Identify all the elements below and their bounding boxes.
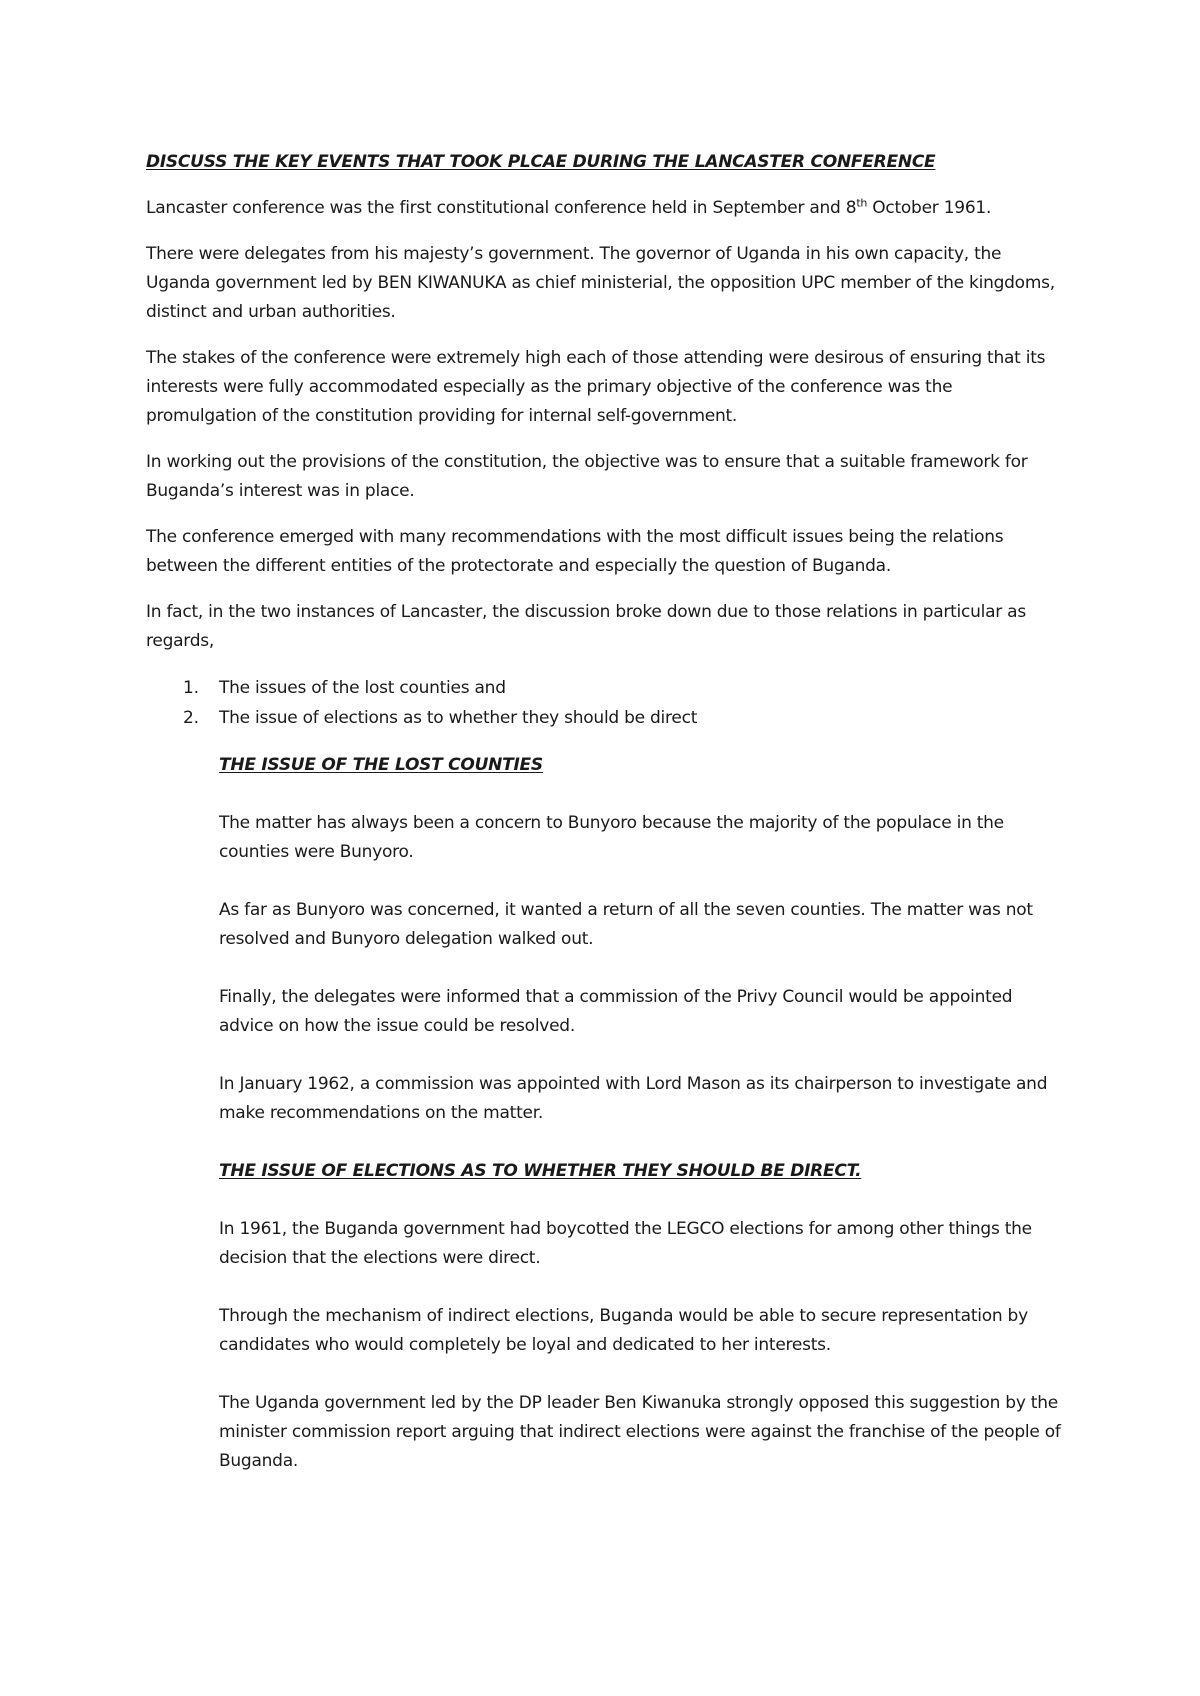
list-number: 1. xyxy=(183,678,199,698)
paragraph: There were delegates from his majesty’s government. The governor of Uganda in his own capacity, the Uganda government led by BEN KIWANUKA as chief ministerial, the opposition UPC member of the kingdoms, distinct and urban authorities. xyxy=(146,244,1055,322)
list-item-text: The issues of the lost counties and xyxy=(219,678,506,698)
paragraph: The stakes of the conference were extremely high each of those attending were desirous of ensuring that its interests were fully accommodated especially as the primary objective of the conference was the promulgation of the constitution providing for internal self-government. xyxy=(146,348,1046,426)
paragraph: In January 1962, a commission was appointed with Lord Mason as its chairperson to investigate and make recommendations on the matter. xyxy=(219,1074,1048,1123)
intro-paragraph xyxy=(146,194,1066,223)
list-item-text: The issue of elections as to whether they should be direct xyxy=(219,708,698,728)
section-lost-counties xyxy=(219,809,1066,1128)
section-elections xyxy=(219,1215,1066,1476)
document-body xyxy=(146,148,1066,1505)
intro-text: Lancaster conference was the first constitutional conference held in September and 8 xyxy=(146,198,857,218)
section-heading-lost-counties: THE ISSUE OF THE LOST COUNTIES xyxy=(219,755,543,775)
page-title: DISCUSS THE KEY EVENTS THAT TOOK PLCAE DURING THE LANCASTER CONFERENCE xyxy=(146,152,936,172)
paragraph: The conference emerged with many recommendations with the most difficult issues being the relations between the different entities of the protectorate and especially the question of Buganda. xyxy=(146,527,1004,576)
paragraph: In 1961, the Buganda government had boycotted the LEGCO elections for among other things the decision that the elections were direct. xyxy=(219,1219,1032,1268)
intro-text-end: October 1961. xyxy=(867,198,992,218)
paragraph: As far as Bunyoro was concerned, it wanted a return of all the seven counties. The matter was not resolved and Bunyoro delegation walked out. xyxy=(219,900,1033,949)
list-item xyxy=(146,703,1066,733)
ordinal-suffix: th xyxy=(856,196,868,210)
paragraph: Finally, the delegates were informed that a commission of the Privy Council would be appointed advice on how the issue could be resolved. xyxy=(219,987,1013,1036)
paragraph: The Uganda government led by the DP leader Ben Kiwanuka strongly opposed this suggestion by the minister commission report arguing that indirect elections were against the franchise of the people of Buganda. xyxy=(219,1393,1061,1471)
paragraph: In working out the provisions of the constitution, the objective was to ensure that a suitable framework for Buganda’s interest was in place. xyxy=(146,452,1028,501)
paragraph: Through the mechanism of indirect elections, Buganda would be able to secure representation by candidates who would completely be loyal and dedicated to her interests. xyxy=(219,1306,1028,1355)
paragraph: In fact, in the two instances of Lancaster, the discussion broke down due to those relations in particular as regards, xyxy=(146,602,1026,651)
section-heading-elections: THE ISSUE OF ELECTIONS AS TO WHETHER THEY SHOULD BE DIRECT. xyxy=(219,1161,862,1181)
list-item xyxy=(146,673,1066,703)
issues-list xyxy=(146,673,1066,733)
list-number: 2. xyxy=(183,708,199,728)
paragraph: The matter has always been a concern to Bunyoro because the majority of the populace in the counties were Bunyoro. xyxy=(219,813,1004,862)
